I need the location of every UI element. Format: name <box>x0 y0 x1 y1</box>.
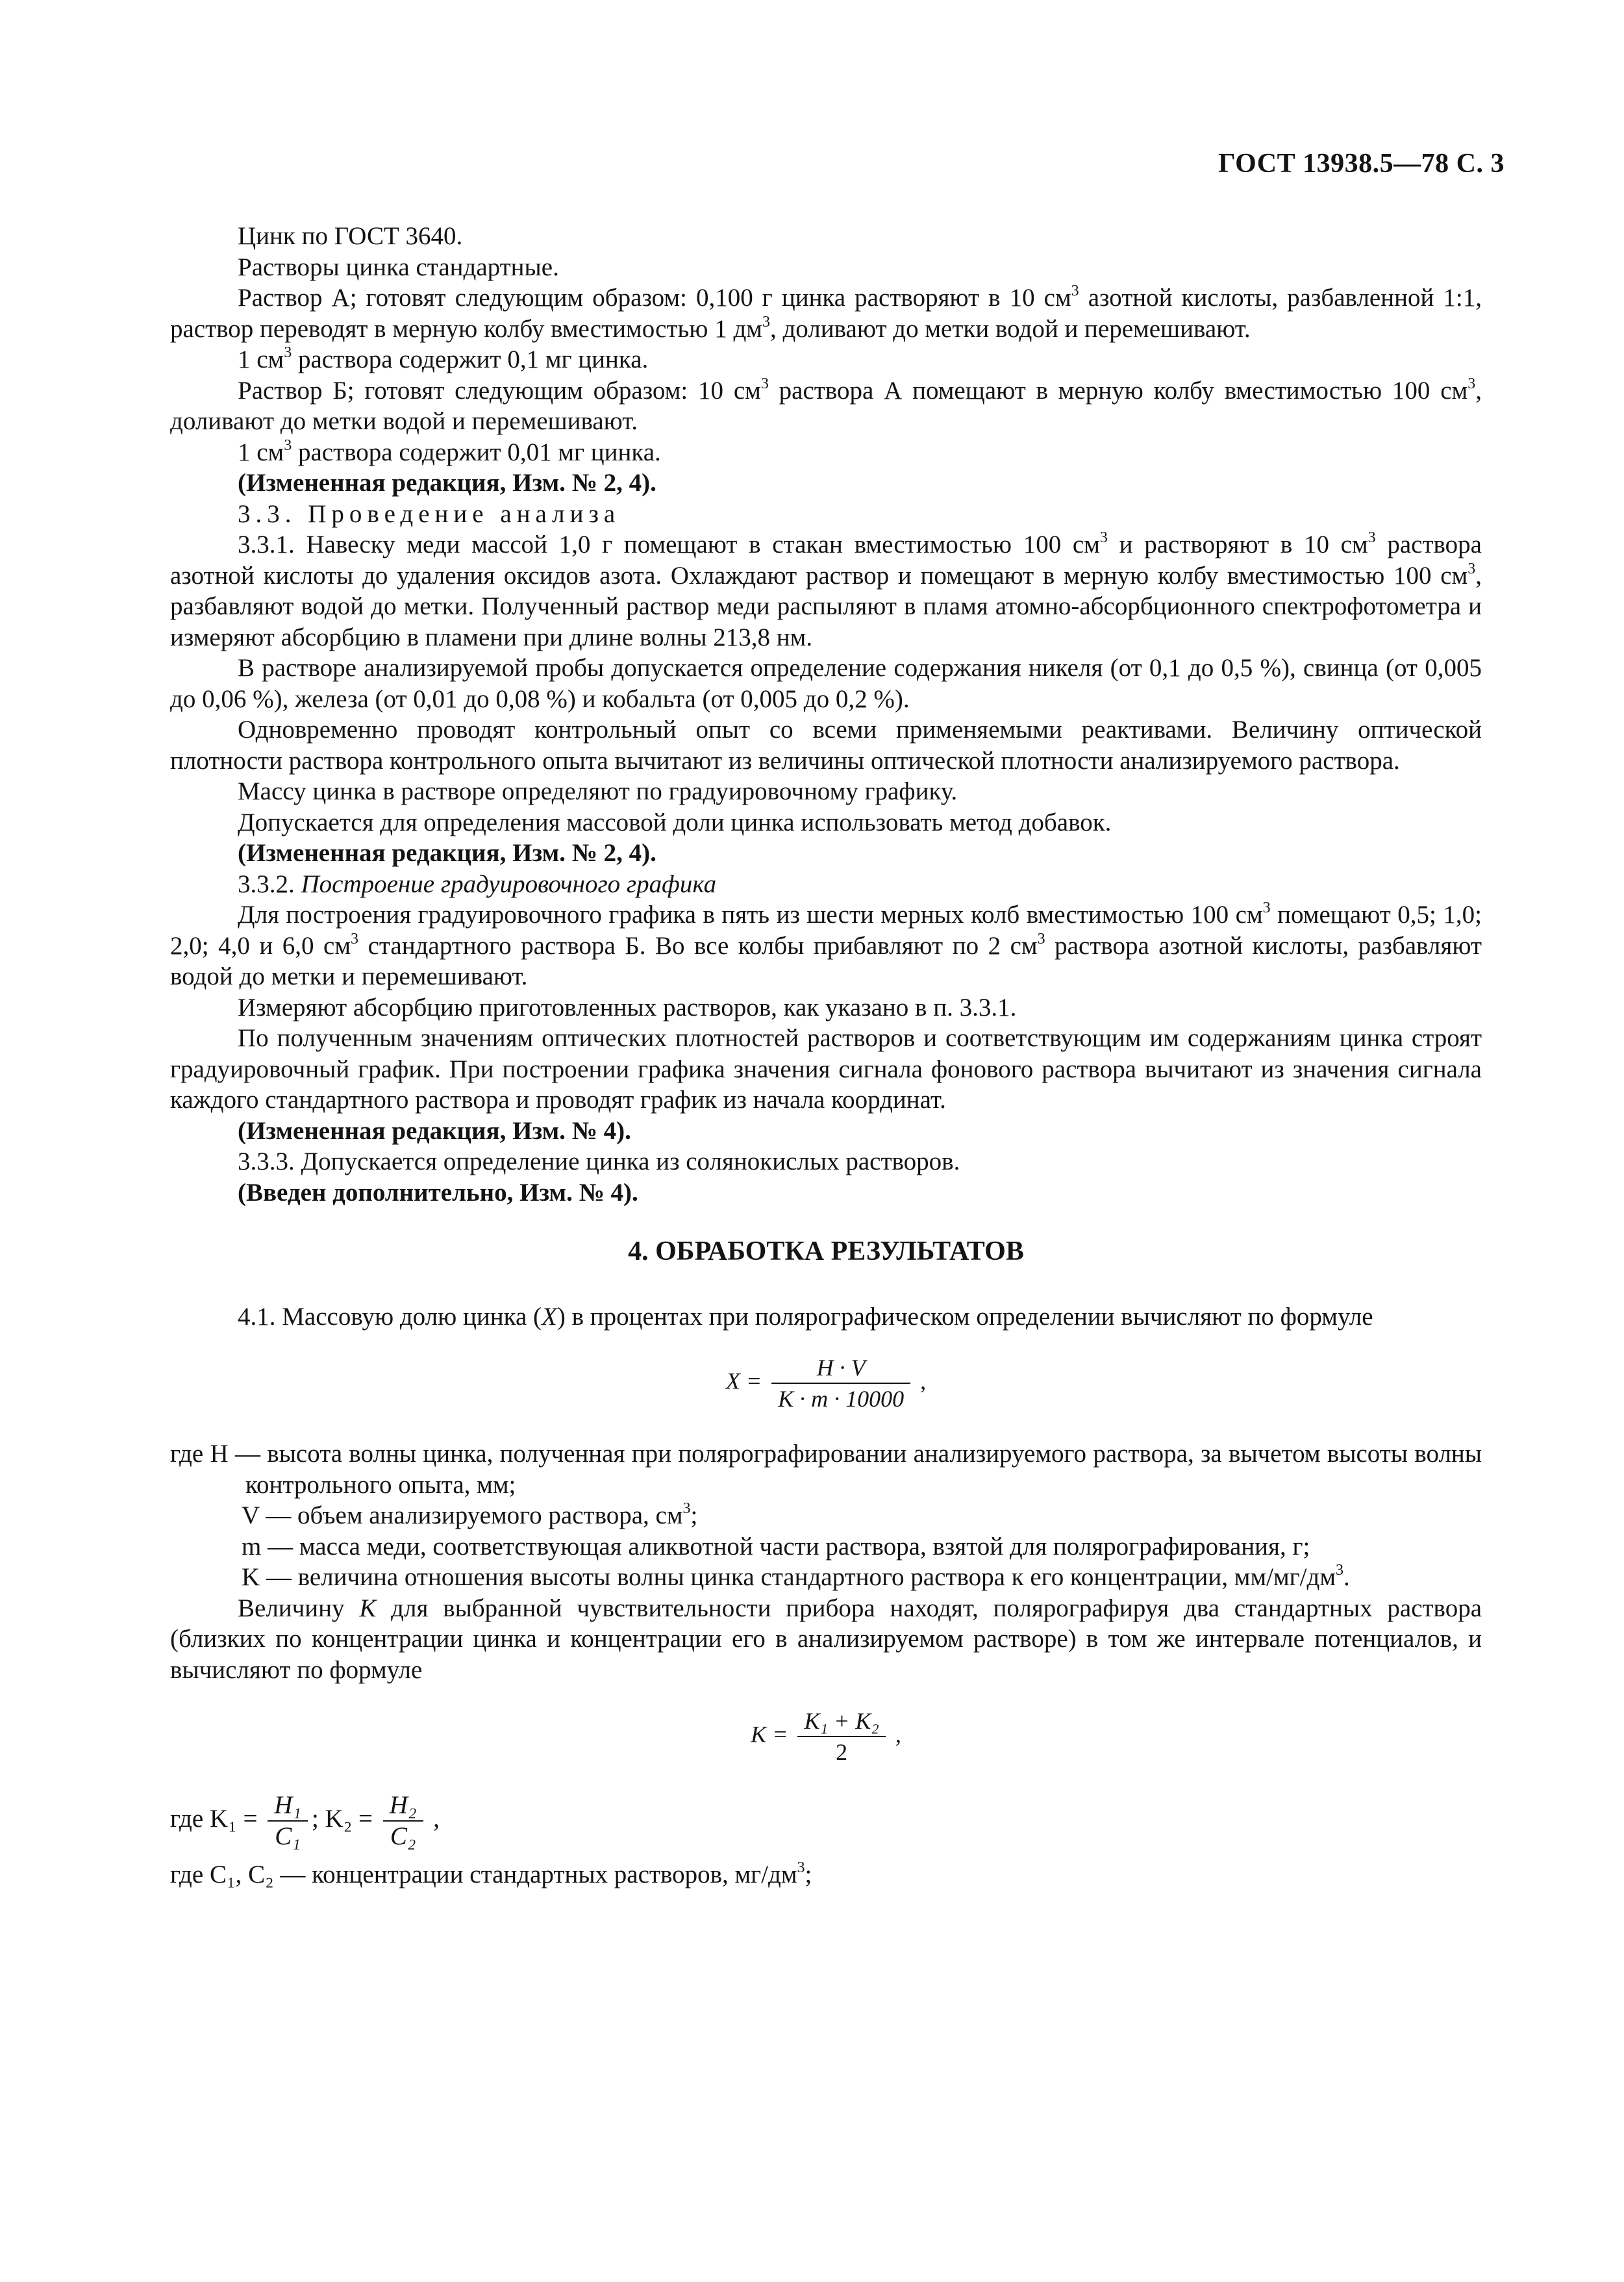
amendment-note: (Измененная редакция, Изм. № 2, 4). <box>238 469 656 497</box>
paragraph: 3.3.1. Навеску меди массой 1,0 г помещают в стакан вместимостью 100 $см^3$ и растворяют в 10 $см^3$ раствора азотной кислоты до удаления оксидов азота. Охлаждают раствор и помещают в мерную колбу вместимостью 100 $см^3$, разбавляют водой до метки. Полученный раствор меди распыляют в пламя атомно-абсорбционного спектрофотометра и измеряют абсорбцию в пламени при длине волны 213,8 нм. <box>170 529 1482 651</box>
page-header: ГОСТ 13938.5—78 С. 3 <box>1218 149 1505 179</box>
formula-k1-k2: где K₁ = $\frac{\text{H₁}}{\text{C₁}}$ ; K₂ = $\frac{\text{H₂}}{\text{C₂}}$ , <box>170 1791 440 1850</box>
paragraph: Массу цинка в растворе определяют по градуировочному графику. <box>238 777 958 805</box>
fraction: $\frac{H \cdot V}{K \cdot m \cdot 10000}$ <box>771 1354 910 1412</box>
paragraph: где C₁, C₂ — концентрации стандартных растворов, $мг/дм^3$; <box>170 1859 812 1888</box>
subsection-heading: 3.3.2. Построение градуировочного графика <box>238 870 717 898</box>
definition-v: V — объем анализируемого раствора, $см^3$; <box>242 1500 698 1529</box>
paragraph: 1 $см^3$ раствора содержит 0,01 мг цинка. <box>238 436 661 466</box>
paragraph: Цинк по ГОСТ 3640. <box>238 222 463 250</box>
definitions-list <box>170 1438 1482 1593</box>
amendment-note: (Измененная редакция, Изм. № 2, 4). <box>238 839 656 867</box>
paragraph: Допускается для определения массовой доли цинка использовать метод добавок. <box>238 808 1112 836</box>
paragraph: Измеряют абсорбцию приготовленных растворов, как указано в п. 3.3.1. <box>238 993 1017 1022</box>
paragraph: 1 $см^3$ раствора содержит 0,1 мг цинка. <box>238 344 649 373</box>
paragraph: В растворе анализируемой пробы допускается определение содержания никеля (от 0,1 до 0,5 %), свинца (от 0,005 до 0,06 %), железа (от 0,01 до 0,08 %) и кобальта (от 0,005 до 0,2 %). <box>170 654 1482 713</box>
definition-m: m — масса меди, соответствующая аликвотной части раствора, взятой для полярографирования, г; <box>242 1532 1310 1561</box>
section-heading: 3.3. Проведение анализа <box>238 499 621 528</box>
paragraph: Для построения градуировочного графика в пять из шести мерных колб вместимостью 100 $см^3$ помещают 0,5; 1,0; 2,0; 4,0 и 6,0 $см^3$ стандартного раствора Б. Во все колбы прибавляют по 2 $см^3$ раствора азотной кислоты, разбавляют водой до метки и перемешивают. <box>170 899 1482 990</box>
paragraph: По полученным значениям оптических плотностей растворов и соответствующим им содержаниям цинка строят градуировочный график. При построении графика значения сигнала фонового раствора вычитают из значения сигнала каждого стандартного раствора и проводят график из начала координат. <box>170 1024 1482 1114</box>
paragraph: Величину K для выбранной чувствительности прибора находят, полярографируя два стандартных раствора (близких по концентрации цинка и концентрации его в анализируемом растворе) в том же интервале потенциалов, и вычисляют по формуле <box>170 1594 1482 1684</box>
definition-k: K — величина отношения высоты волны цинка стандартного раствора к его концентрации, $мм/мг/дм^3$. <box>242 1562 1350 1591</box>
paragraph: Одновременно проводят контрольный опыт со всеми применяемыми реактивами. Величину оптической плотности раствора контрольного опыта вычитают из величины оптической плотности анализируемого раствора. <box>170 716 1482 775</box>
fraction: $\frac{\text{K₁ + K₂}}{2}$ <box>797 1707 885 1766</box>
definition-h: где H — высота волны цинка, полученная при полярографировании анализируемого раствора, за вычетом высоты волны контрольного опыта, мм; <box>170 1440 1482 1499</box>
formula-x: X = $\frac{H \cdot V}{K \cdot m \cdot 10000}$ , <box>725 1355 927 1412</box>
formula-k: K = $\frac{\text{K₁ + K₂}}{2}$ , <box>751 1708 901 1765</box>
paragraph: Раствор Б; готовят следующим образом: 10 $см^3$ раствора А помещают в мерную колбу вместимостью 100 $см^3$, доливают до метки водой и перемешивают. <box>170 375 1482 435</box>
amendment-note: (Введен дополнительно, Изм. № 4). <box>238 1178 638 1207</box>
paragraph: Растворы цинка стандартные. <box>238 253 559 281</box>
fraction: $\frac{\text{H₂}}{\text{C₂}}$ <box>383 1792 423 1850</box>
amendment-note: (Измененная редакция, Изм. № 4). <box>238 1116 631 1145</box>
section-title: 4. ОБРАБОТКА РЕЗУЛЬТАТОВ <box>628 1236 1024 1266</box>
paragraph: Раствор А; готовят следующим образом: 0,100 г цинка растворяют в 10 $см^3$ азотной кислоты, разбавленной 1:1, раствор переводят в мерную колбу вместимостью 1 $дм^3$, доливают до метки водой и перемешивают. <box>170 282 1482 343</box>
fraction: $\frac{\text{H₁}}{\text{C₁}}$ <box>268 1792 308 1850</box>
paragraph: 4.1. Массовую долю цинка (X) в процентах при полярографическом определении вычисляют по формуле <box>238 1302 1373 1331</box>
paragraph: 3.3.3. Допускается определение цинка из солянокислых растворов. <box>238 1147 960 1175</box>
document-body <box>170 221 1482 1890</box>
